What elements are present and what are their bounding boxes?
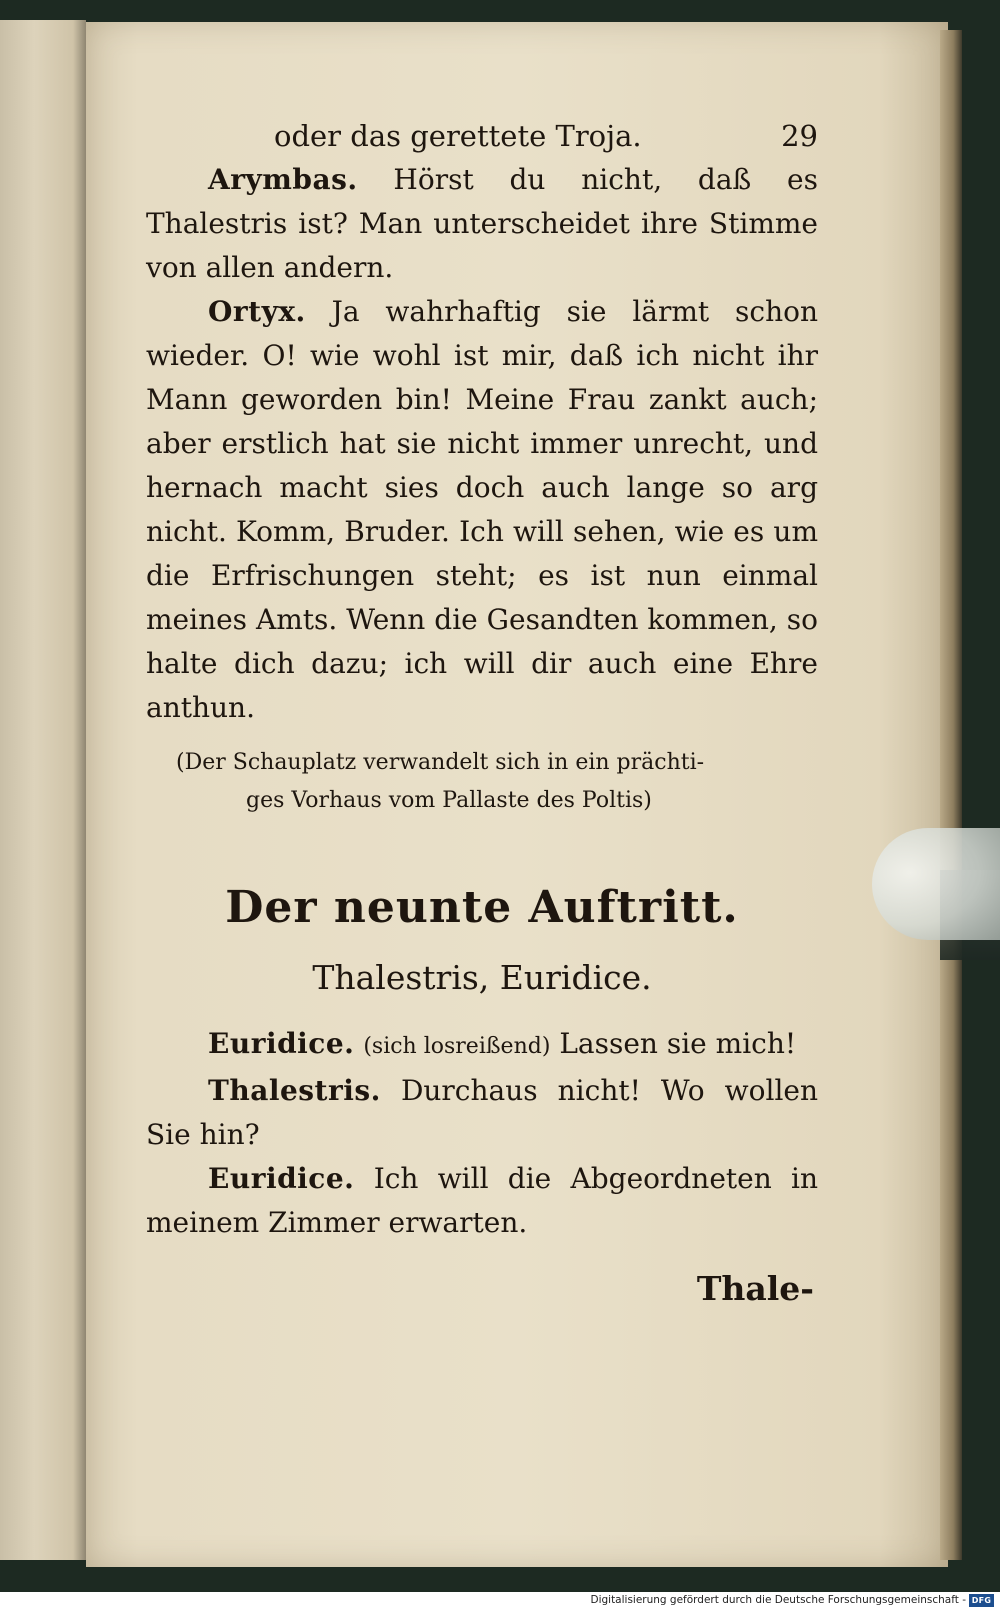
page-clip bbox=[872, 828, 1000, 940]
speech-ortyx bbox=[146, 290, 818, 730]
inline-stage-direction: (sich losreißend) bbox=[363, 1034, 551, 1059]
speaker-name: Arymbas. bbox=[208, 163, 358, 196]
speech-text: Hörst du nicht, daß es Thalestris ist? Man unterscheidet ihre Stimme von allen andern. bbox=[146, 163, 818, 284]
page-number: 29 bbox=[781, 119, 818, 153]
speech-euridice-1 bbox=[146, 1022, 818, 1069]
digitization-credit: Digitalisierung gefördert durch die Deutsche Forschungsgemeinschaft - bbox=[590, 1594, 966, 1606]
page-header bbox=[146, 108, 818, 158]
stage-direction bbox=[176, 744, 818, 820]
speech-euridice-2 bbox=[146, 1157, 818, 1245]
speech-text: Lassen sie mich! bbox=[559, 1027, 797, 1060]
speech-text: Ja wahrhaftig sie lärmt schon wieder. O! wie wohl ist mir, daß ich nicht ihr Mann geworden bin! Meine Frau zankt auch; aber erstlich hat sie nicht immer unrecht, und hernach macht sies doch auch lange so arg nicht. Komm, Bruder. Ich will sehen, wie es um die Erfrischungen steht; es ist nun einmal meines Amts. Wenn die Gesandten kommen, so halte dich dazu; ich will dir auch eine Ehre anthun. bbox=[146, 295, 818, 724]
stage-direction-line-2: ges Vorhaus vom Pallaste des Poltis) bbox=[246, 788, 652, 813]
catchword: Thale- bbox=[696, 1269, 814, 1308]
page-stack-edge bbox=[940, 30, 962, 1560]
left-page-edge bbox=[0, 20, 86, 1560]
dfg-logo: DFG bbox=[969, 1594, 994, 1607]
speech-arymbas bbox=[146, 158, 818, 290]
stage-direction-line-1: (Der Schauplatz verwandelt sich in ein prächti- bbox=[176, 750, 705, 775]
running-title: oder das gerettete Troja. bbox=[274, 119, 642, 153]
speech-text: Ich will die Abgeordneten in meinem Zimmer erwarten. bbox=[146, 1162, 818, 1239]
scene-title: Der neunte Auftritt. bbox=[225, 882, 739, 933]
page-text bbox=[146, 108, 818, 1311]
speaker-name: Euridice. bbox=[208, 1027, 355, 1060]
speaker-name: Thalestris. bbox=[208, 1074, 381, 1107]
speaker-name: Euridice. bbox=[208, 1162, 355, 1195]
speech-thalestris bbox=[146, 1069, 818, 1157]
speech-text: Durchaus nicht! Wo wollen Sie hin? bbox=[146, 1074, 818, 1151]
scene-characters: Thalestris, Euridice. bbox=[312, 958, 652, 997]
speaker-name: Ortyx. bbox=[208, 295, 306, 328]
